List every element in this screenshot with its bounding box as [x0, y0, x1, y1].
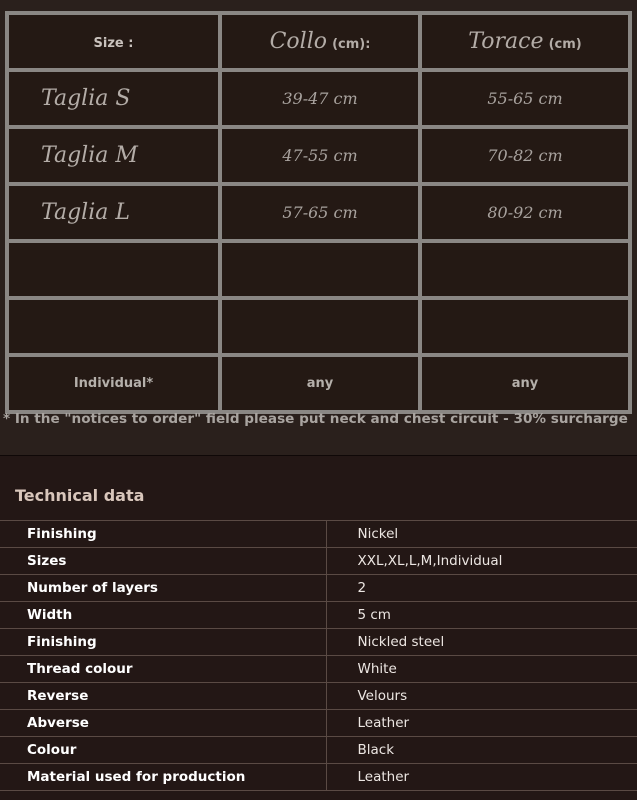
spec-value: Leather — [326, 710, 637, 737]
spec-value: White — [326, 656, 637, 683]
chest-value-cell: 70-82 cm — [422, 129, 628, 182]
chest-value-cell — [422, 300, 628, 353]
spec-label: Sizes — [0, 548, 326, 575]
table-row — [0, 575, 637, 602]
spec-label: Number of layers — [0, 575, 326, 602]
table-row — [0, 602, 637, 629]
neck-value-cell: 47-55 cm — [222, 129, 418, 182]
table-row — [0, 548, 637, 575]
spec-value: 2 — [326, 575, 637, 602]
size-header-cell — [9, 15, 218, 68]
size-chart-table — [5, 11, 632, 414]
size-row — [9, 186, 628, 239]
technical-data-panel — [0, 456, 637, 800]
torace-header-label: Torace — [468, 29, 544, 54]
individual-chest-cell: any — [422, 357, 628, 410]
neck-value-cell: 57-65 cm — [222, 186, 418, 239]
collo-unit-label: (cm): — [332, 37, 371, 52]
spec-value: XXL,XL,L,M,Individual — [326, 548, 637, 575]
size-row-empty — [9, 243, 628, 296]
spec-value: Nickled steel — [326, 629, 637, 656]
chest-value-cell: 55-65 cm — [422, 72, 628, 125]
spec-value: Velours — [326, 683, 637, 710]
table-row — [0, 710, 637, 737]
collo-header-cell — [222, 15, 418, 68]
size-row — [9, 72, 628, 125]
spec-value: Leather — [326, 764, 637, 791]
spec-value: Black — [326, 737, 637, 764]
individual-neck-cell: any — [222, 357, 418, 410]
table-row — [0, 683, 637, 710]
size-name-cell: Taglia S — [9, 72, 218, 125]
size-name-cell — [9, 300, 218, 353]
collo-header-label: Collo — [269, 29, 327, 54]
spec-label: Reverse — [0, 683, 326, 710]
chest-value-cell — [422, 243, 628, 296]
neck-value-cell — [222, 243, 418, 296]
table-row — [0, 737, 637, 764]
size-name-cell — [9, 243, 218, 296]
spec-label: Width — [0, 602, 326, 629]
spec-label: Finishing — [0, 521, 326, 548]
table-row — [0, 656, 637, 683]
table-row — [0, 521, 637, 548]
technical-data-table — [0, 520, 637, 791]
neck-value-cell — [222, 300, 418, 353]
spec-label: Abverse — [0, 710, 326, 737]
spec-value: Nickel — [326, 521, 637, 548]
table-row — [0, 629, 637, 656]
size-chart-header-row — [9, 15, 628, 68]
spec-value: 5 cm — [326, 602, 637, 629]
technical-data-title: Technical data — [15, 486, 145, 505]
spec-label: Thread colour — [0, 656, 326, 683]
size-row-empty — [9, 300, 628, 353]
spec-label: Colour — [0, 737, 326, 764]
individual-size-cell: Individual* — [9, 357, 218, 410]
spec-label: Finishing — [0, 629, 326, 656]
table-row — [0, 764, 637, 791]
torace-header-cell — [422, 15, 628, 68]
surcharge-note: * In the "notices to order" field please put neck and chest circuit - 30% surcharge — [3, 411, 628, 427]
spec-label: Material used for production — [0, 764, 326, 791]
individual-row — [9, 357, 628, 410]
neck-value-cell: 39-47 cm — [222, 72, 418, 125]
size-name-cell: Taglia L — [9, 186, 218, 239]
chest-value-cell: 80-92 cm — [422, 186, 628, 239]
size-name-cell: Taglia M — [9, 129, 218, 182]
size-header-label: Size : — [93, 36, 134, 51]
size-row — [9, 129, 628, 182]
torace-unit-label: (cm) — [548, 37, 582, 52]
